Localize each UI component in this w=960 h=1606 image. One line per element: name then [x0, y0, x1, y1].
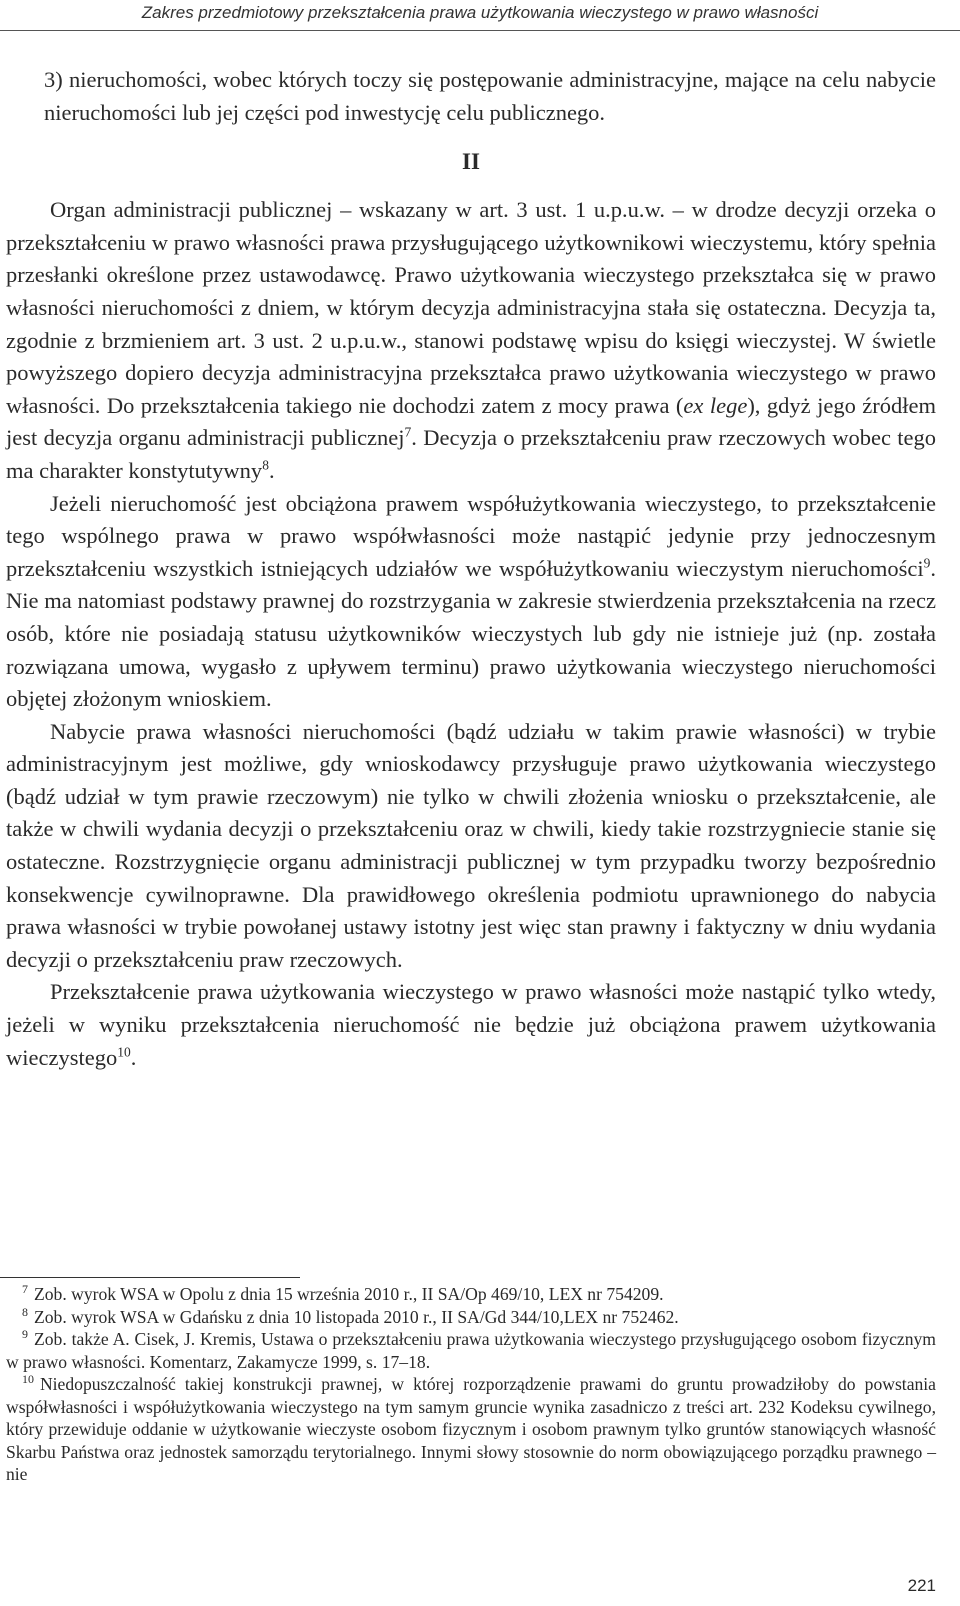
footnote-9 [6, 1328, 936, 1373]
body-text [6, 64, 936, 1074]
paragraph-1-part-b: ), gdyż jego źródłem jest decyzja organu administracji publicznej [6, 392, 936, 451]
paragraph-2-part-a: Jeżeli nieruchomość jest obciążona prawem współużytkowania wieczystego, to przekształcenie tego wspólnego prawa w prawo współwłasności może nastąpić jedynie przy jednoczesnym przekształceniu wszystkich istniejących udziałów we współużytkowaniu wieczystym nieruchomości [6, 490, 936, 581]
footnote-ref-8[interactable]: 8 [262, 457, 269, 473]
footnote-ref-7[interactable]: 7 [404, 424, 412, 440]
paragraph-4-part-a: Przekształcenie prawa użytkowania wieczystego w prawo własności może nastąpić tylko wtedy, jeżeli w wyniku przekształcenia nieruchomość nie będzie już obciążona prawem użytkowania wieczystego [6, 979, 936, 1070]
paragraph-2 [6, 488, 936, 716]
footnote-text: Zob. wyrok WSA w Gdańsku z dnia 10 listopada 2010 r., II SA/Gd 344/10,LEX nr 752462. [33, 1306, 679, 1327]
footnote-mark: 7 [22, 1282, 28, 1297]
footnote-ref-10[interactable]: 10 [117, 1044, 131, 1060]
footnote-mark: 9 [22, 1327, 28, 1342]
paragraph-1 [6, 194, 936, 487]
footnote-rule [0, 1277, 300, 1278]
paragraph-4 [6, 976, 936, 1074]
list-item-3: 3) nieruchomości, wobec których toczy się postępowanie administracyjne, mające na celu nabycie nieruchomości lub jej części pod inwestycję celu publicznego. [44, 67, 936, 125]
paragraph-3: Nabycie prawa własności nieruchomości (bądź udziału w takim prawie własności) w trybie administracyjnym jest możliwe, gdy wnioskodawcy przysługuje prawo użytkowania wieczystego (bądź udział w tym prawie rzeczowym) nie tylko w chwili złożenia wniosku o przekształcenie, ale także w chwili wydania decyzji o przekształceniu oraz w chwili, kiedy takie rozstrzygniecie stanie się ostateczne. Rozstrzygnięcie organu administracji publicznej w tym przypadku tworzy bezpośrednio konsekwencje cywilnoprawne. Dla prawidłowego określenia podmiotu uprawnionego do nabycia prawa własności w trybie powołanej ustawy istotny jest więc stan prawny i faktyczny w dniu wydania decyzji o przekształceniu praw rzeczowych. [6, 718, 936, 972]
header-rule [0, 30, 960, 31]
running-header: Zakres przedmiotowy przekształcenia prawa użytkowania wieczystego w prawo własności [141, 3, 819, 22]
section-number: II [462, 149, 480, 175]
footnotes [6, 1283, 936, 1486]
paragraph-1-part-c: . Decyzja o przekształceniu praw rzeczowych wobec tego ma charakter konstytutywny [6, 425, 936, 483]
footnote-10 [6, 1373, 936, 1486]
footnote-mark: 10 [22, 1372, 34, 1387]
paragraph-1-italic: ex lege [683, 392, 748, 418]
footnote-8 [6, 1306, 936, 1329]
footnote-text: Zob. także A. Cisek, J. Kremis, Ustawa o przekształceniu prawa użytkowania wieczystego przysługującego osobom fizycznym w prawo własności. Komentarz, Zakamycze 1999, s. 17–18. [6, 1329, 936, 1372]
footnote-7 [6, 1283, 936, 1306]
page-number: 221 [907, 1576, 936, 1595]
footnote-ref-9[interactable]: 9 [923, 555, 931, 571]
paragraph-2-part-b: . Nie ma natomiast podstawy prawnej do rozstrzygania w zakresie stwierdzenia przekształcenia na rzecz osób, które nie posiadają statusu użytkowników wieczystych lub gdy nie istnieje już (np. została rozwiązana umowa, wygasło z upływem terminu) prawo użytkowania wieczystego nieruchomości objętej złożonym wnioskiem. [6, 555, 936, 712]
paragraph-1-part-d: . [268, 457, 275, 483]
footnote-text: Niedopuszczalność takiej konstrukcji prawnej, w której rozporządzenie prawami do gruntu prowadziłoby do powstania współwłasności i współużytkowania wieczystego na tym samym gruncie wynika zasadniczo z treści art. 232 Kodeksu cywilnego, który przewiduje oddanie w użytkowanie wieczyste osobom fizycznym i osobom prawnym tylko gruntów stanowiących własność Skarbu Państwa oraz jednostek samorządu terytorialnego. Innymi słowy stosownie do norm obowiązującego porządku prawnego – nie [6, 1374, 936, 1484]
paragraph-1-part-a: Organ administracji publicznej – wskazany w art. 3 ust. 1 u.p.u.w. – w drodze decyzji orzeka o przekształceniu w prawo własności prawa przysługującego użytkownikowi wieczystemu, który spełnia przesłanki określone przez ustawodawcę. Prawo użytkowania wieczystego przekształca się w prawo własności nieruchomości z dniem, w którym decyzja administracyjna stała się ostateczna. Decyzja ta, zgodnie z brzmieniem art. 3 ust. 2 u.p.u.w., stanowi podstawę wpisu do księgi wieczystej. W świetle powyższego dopiero decyzja administracyjna przekształca prawo użytkowania wieczystego w prawo własności. Do przekształcenia takiego nie dochodzi zatem z mocy prawa ( [6, 197, 936, 418]
footnote-text: Zob. wyrok WSA w Opolu z dnia 15 września 2010 r., II SA/Op 469/10, LEX nr 754209. [33, 1284, 664, 1304]
footnote-mark: 8 [22, 1304, 28, 1319]
paragraph-4-part-b: . [130, 1044, 137, 1070]
